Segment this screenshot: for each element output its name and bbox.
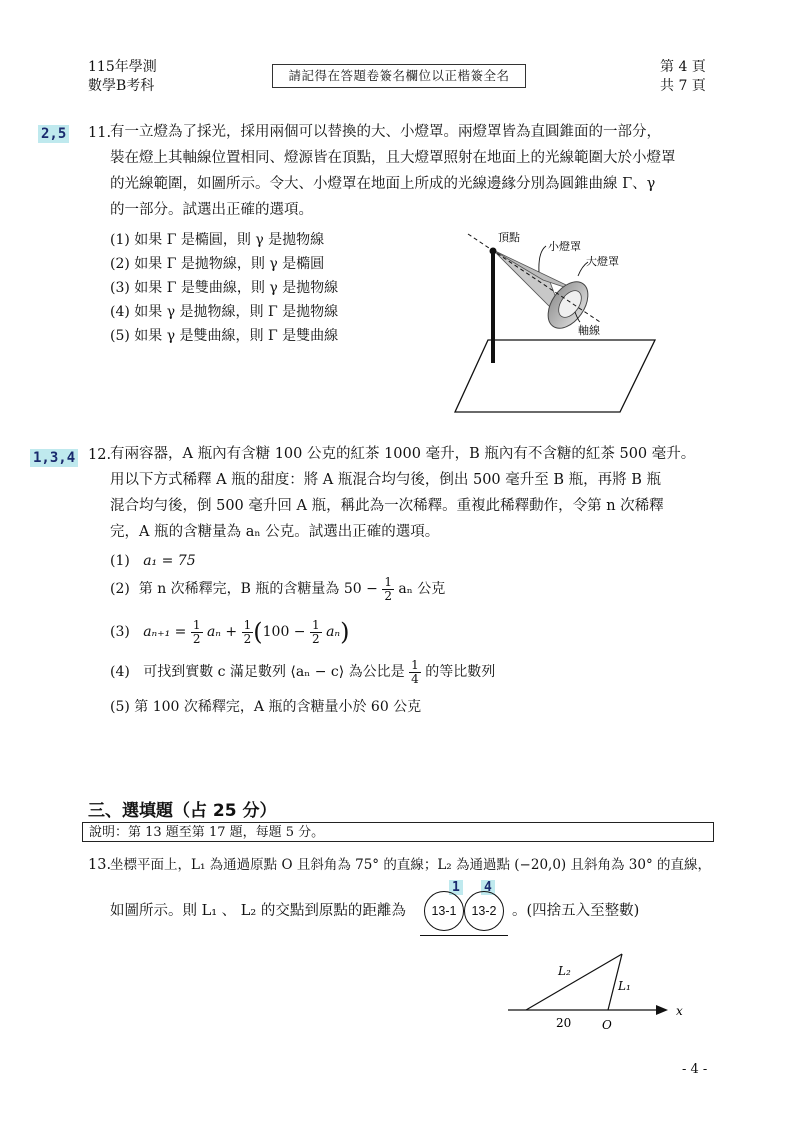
page-total: 共 7 頁 — [660, 78, 706, 94]
fraction-one-quarter: $\frac{1}{4}$ — [411, 657, 419, 686]
q11-answer-badge — [38, 123, 69, 142]
fraction-one-half: $\frac{1}{2}$ — [384, 574, 392, 603]
floor-plane — [455, 340, 655, 412]
q13-answer-1: 1 — [449, 880, 463, 895]
section-title: 三、選填題（占 25 分） — [88, 801, 277, 821]
page-number: 第 4 頁 — [660, 59, 706, 75]
q13-number: 13. — [88, 857, 112, 873]
small-shade-label: 小燈罩 — [548, 240, 581, 253]
answer-box-13-2[interactable]: 13-2 — [464, 891, 504, 931]
q11-option-2[interactable]: (2) 如果 Γ 是拋物線，則 γ 是橢圓 — [110, 256, 325, 272]
q11-options — [110, 229, 338, 349]
lines-figure — [500, 945, 700, 1040]
section-note: 說明：第 13 題至第 17 題，每題 5 分。 — [82, 822, 714, 842]
q13-line1: 坐標平面上，L₁ 為通過原點 O 且斜角為 75° 的直線；L₂ 為通過點 (−20,0) 且斜角為 30° 的直線， — [110, 857, 711, 873]
vertex-point — [490, 248, 497, 255]
q11-answer: 2,5 — [38, 125, 69, 143]
q13-line2-post: 。(四捨五入至整數) — [512, 903, 640, 919]
q12-option-1[interactable]: (1) a₁ = 75 — [110, 553, 196, 569]
axis-label: 軸線 — [578, 324, 600, 337]
l1-label: L₁ — [618, 979, 631, 993]
page-indicator — [660, 58, 706, 96]
q11-option-3[interactable]: (3) 如果 Γ 是雙曲線，則 γ 是拋物線 — [110, 280, 339, 296]
q12-answer: 1,3,4 — [30, 449, 78, 467]
origin-label: O — [602, 1018, 612, 1032]
exam-year: 115年學測 — [88, 59, 157, 75]
lamp-figure — [450, 222, 690, 417]
x-label: x — [676, 1004, 683, 1018]
q12-option-5[interactable]: (5) 第 100 次稀釋完，A 瓶的含糖量小於 60 公克 — [110, 699, 422, 715]
lamp-pole — [491, 248, 495, 363]
q12-option-4[interactable]: (4) 可找到實數 c 滿足數列 ⟨aₙ − c⟩ 為公比是 $\frac{1}{4}$ 的等比數列 — [110, 657, 496, 686]
distance-20-label: 20 — [556, 1016, 572, 1030]
page-footer: - 4 - — [682, 1062, 708, 1077]
exam-title — [88, 58, 157, 96]
exam-subject: 數學B考科 — [88, 78, 155, 94]
vertex-label: 頂點 — [498, 231, 520, 244]
q11-stem: 有一立燈為了採光，採用兩個可以替換的大、小燈罩。兩燈罩皆為直圓錐面的一部分， 裝在燈上其軸線位置相同、燈源皆在頂點，且大燈罩照射在地面上的光線範圍大於小燈罩 的光線範圍，如圖所示。令大、小燈罩在地面上所成的光線邊緣分別為圓錐曲線 Γ、γ 的一部分。試選出正確的選項。 — [110, 124, 676, 218]
q13-line2-pre: 如圖所示。則 L₁ 、 L₂ 的交點到原點的距離為 — [110, 903, 406, 919]
q11-option-5[interactable]: (5) 如果 γ 是雙曲線，則 Γ 是雙曲線 — [110, 328, 339, 344]
line-l2 — [526, 954, 622, 1010]
q11-option-4[interactable]: (4) 如果 γ 是拋物線，則 Γ 是拋物線 — [110, 304, 339, 320]
answer-underline — [420, 935, 508, 936]
q13-answer-2: 4 — [481, 880, 495, 895]
q11-number: 11. — [88, 125, 112, 141]
x-axis-arrow — [656, 1005, 668, 1015]
q11-option-1[interactable]: (1) 如果 Γ 是橢圓，則 γ 是拋物線 — [110, 232, 325, 248]
answer-box-13-1[interactable]: 13-1 — [424, 891, 464, 931]
signature-notice: 請記得在答題卷簽名欄位以正楷簽全名 — [272, 64, 526, 88]
q12-stem: 有兩容器，A 瓶內有含糖 100 公克的紅茶 1000 毫升，B 瓶內有不含糖的紅茶 500 毫升。 用以下方式稀釋 A 瓶的甜度：將 A 瓶混合均勻後，倒出 500 毫升至 B 瓶，再將 B 瓶 混合均勻後，倒 500 毫升回 A 瓶，稱此為一次稀釋。重複此稀釋動作，令第 n 次稀釋 完，A 瓶的含糖量為 aₙ 公克。試選出正確的選項。 — [110, 446, 696, 540]
large-shade-label: 大燈罩 — [586, 255, 619, 268]
l2-label: L₂ — [558, 964, 571, 978]
q12-answer-badge — [30, 447, 78, 466]
q12-option-3[interactable]: (3) aₙ₊₁ = $\frac{1}{2}$ aₙ + $\frac{1}{2}$ (100 − $\frac{1}{2}$ aₙ) — [110, 617, 350, 646]
q12-number: 12. — [88, 447, 112, 463]
q12-option-2[interactable]: (2) 第 n 次稀釋完，B 瓶的含糖量為 50 − $\frac{1}{2}$ aₙ 公克 — [110, 574, 446, 603]
